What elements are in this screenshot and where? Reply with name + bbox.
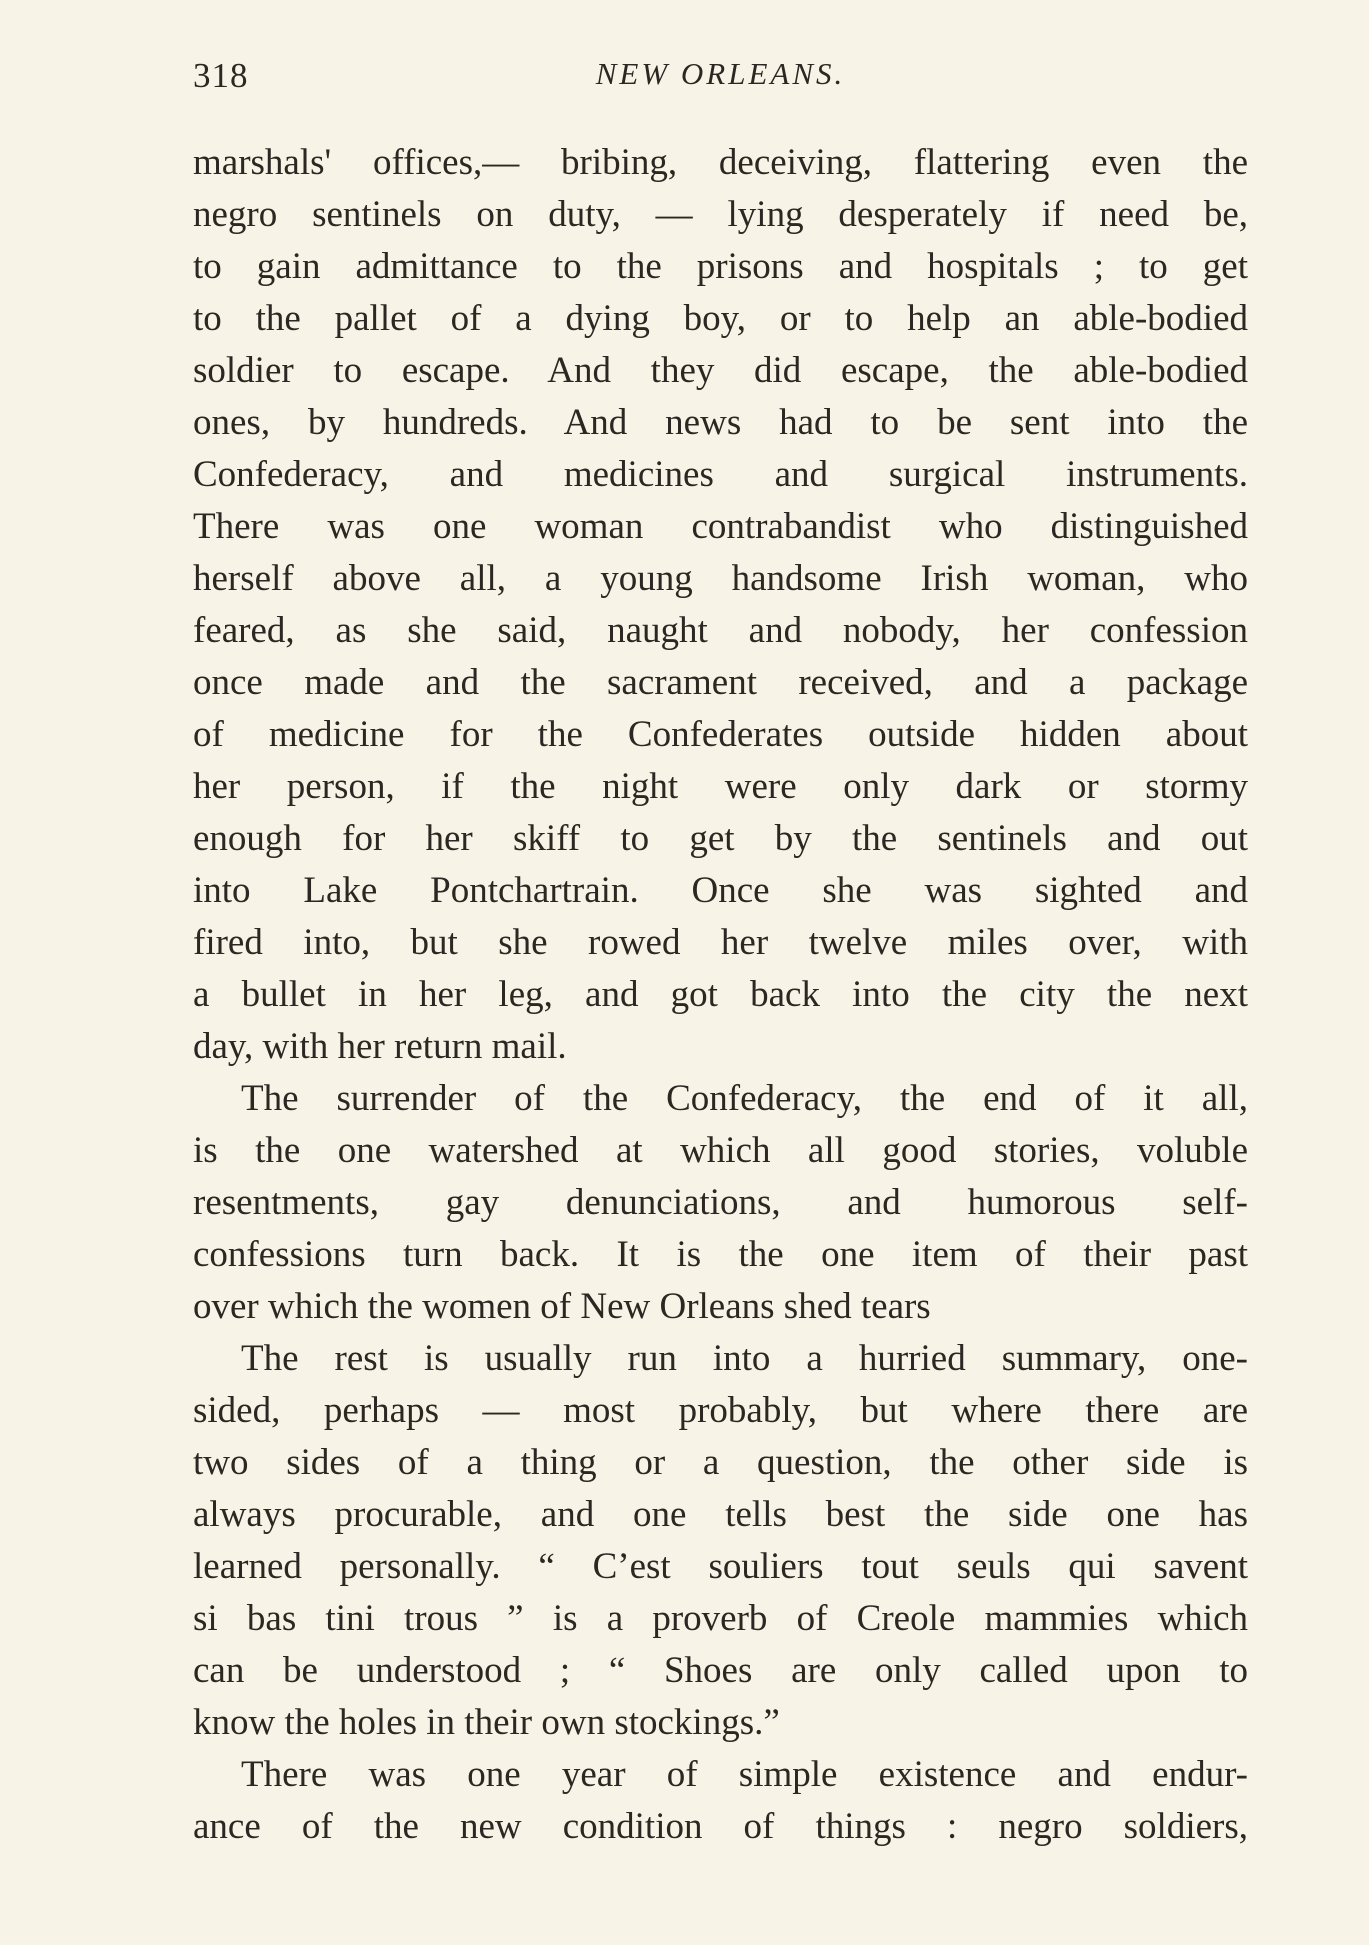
text-line: ance of the new condition of things : negro soldiers,	[193, 1806, 1248, 1847]
text-line: fired into, but she rowed her twelve miles over, with	[193, 922, 1248, 963]
running-head: NEW ORLEANS.	[595, 56, 846, 91]
text-line: is the one watershed at which all good stories, voluble	[193, 1130, 1248, 1171]
text-line: always procurable, and one tells best the side one has	[193, 1494, 1248, 1535]
text-line: ones, by hundreds. And news had to be sent into the	[193, 402, 1248, 443]
text-line: si bas tini trous ” is a proverb of Creole mammies which	[193, 1598, 1248, 1639]
text-line: feared, as she said, naught and nobody, her confession	[193, 610, 1248, 651]
text-line: can be understood ; “ Shoes are only called upon to	[193, 1650, 1248, 1691]
text-line: to the pallet of a dying boy, or to help an able-bodied	[193, 298, 1248, 339]
text-line: There was one year of simple existence and endur-	[241, 1754, 1248, 1795]
paragraph	[193, 1073, 1248, 1333]
text-line: day, with her return mail.	[193, 1026, 567, 1067]
text-line: There was one woman contrabandist who distinguished	[193, 506, 1248, 547]
text-line: The rest is usually run into a hurried summary, one-	[241, 1338, 1248, 1379]
text-line: herself above all, a young handsome Irish woman, who	[193, 558, 1248, 599]
paragraph	[193, 1333, 1248, 1749]
text-line: over which the women of New Orleans shed tears	[193, 1286, 931, 1327]
text-line: sided, perhaps — most probably, but where there are	[193, 1390, 1248, 1431]
text-line: soldier to escape. And they did escape, the able-bodied	[193, 350, 1248, 391]
text-line: negro sentinels on duty, — lying desperately if need be,	[193, 194, 1248, 235]
text-line: her person, if the night were only dark or stormy	[193, 766, 1248, 807]
text-line: to gain admittance to the prisons and hospitals ; to get	[193, 246, 1248, 287]
text-line: confessions turn back. It is the one item of their past	[193, 1234, 1248, 1275]
text-line: marshals' offices,— bribing, deceiving, flattering even the	[193, 142, 1248, 183]
text-line: Confederacy, and medicines and surgical instruments.	[193, 454, 1248, 495]
page-number: 318	[193, 56, 249, 95]
text-line: resentments, gay denunciations, and humorous self-	[193, 1182, 1248, 1223]
text-line: of medicine for the Confederates outside hidden about	[193, 714, 1248, 755]
text-line: a bullet in her leg, and got back into the city the next	[193, 974, 1248, 1015]
text-line: enough for her skiff to get by the sentinels and out	[193, 818, 1248, 859]
text-line: two sides of a thing or a question, the other side is	[193, 1442, 1248, 1483]
body-text	[193, 137, 1248, 1853]
text-line: learned personally. “ C’est souliers tout seuls qui savent	[193, 1546, 1248, 1587]
text-line: once made and the sacrament received, and a package	[193, 662, 1248, 703]
page-header	[193, 56, 1248, 106]
paragraph	[193, 137, 1248, 1073]
text-line: into Lake Pontchartrain. Once she was sighted and	[193, 870, 1248, 911]
paragraph	[193, 1749, 1248, 1853]
text-line: The surrender of the Confederacy, the end of it all,	[241, 1078, 1248, 1119]
text-line: know the holes in their own stockings.”	[193, 1702, 780, 1743]
